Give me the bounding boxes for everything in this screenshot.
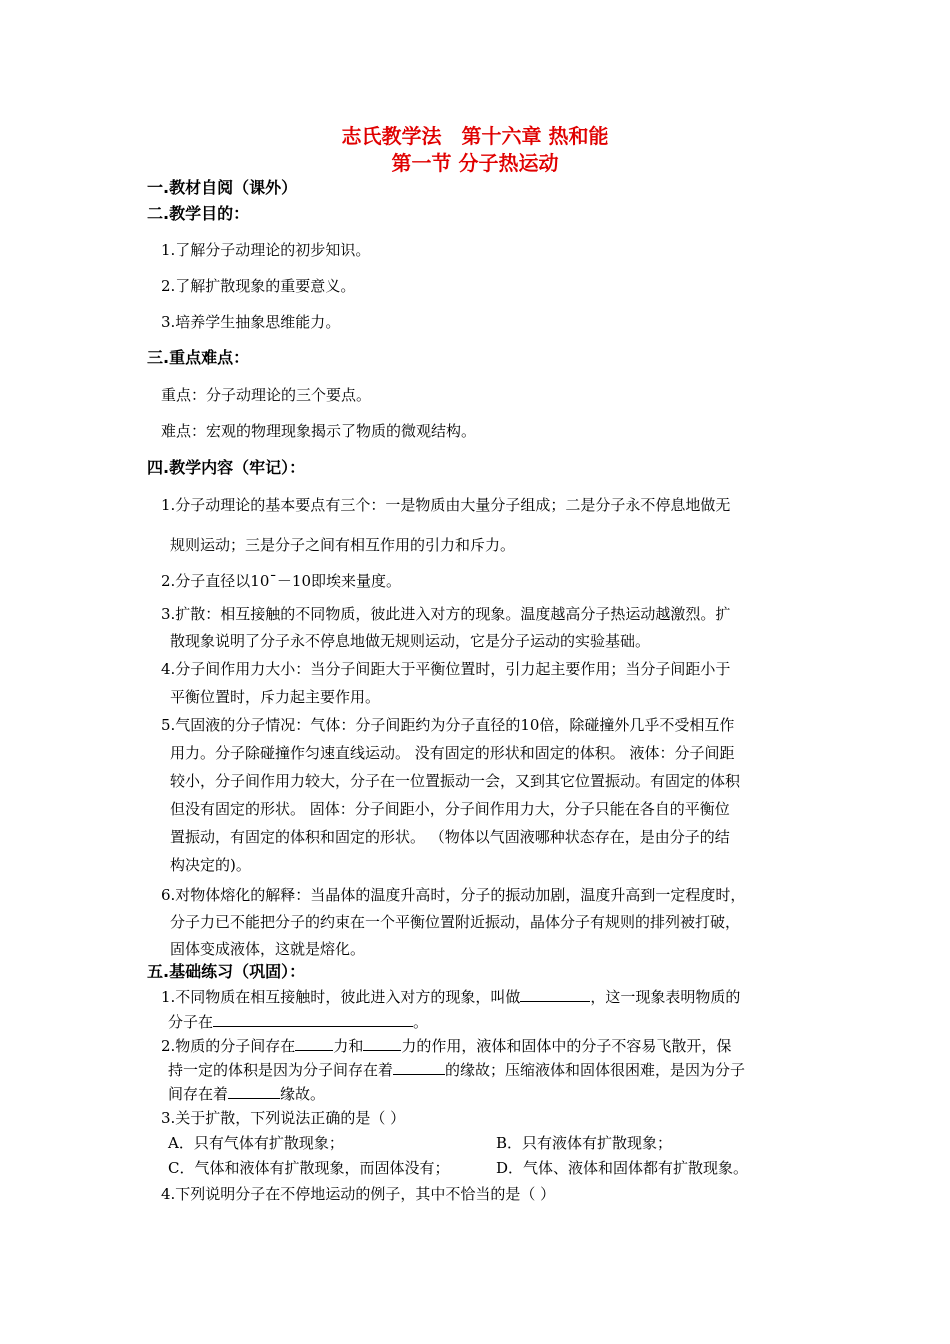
content-line: 平衡位置时，斥力起主要作用。	[170, 688, 381, 706]
answer-blank[interactable]	[295, 1034, 333, 1051]
section-heading-1: 一.教材自阅（课外）	[147, 178, 298, 197]
answer-blank[interactable]	[213, 1010, 413, 1027]
key-point: 重点：分子动理论的三个要点。	[161, 386, 372, 404]
answer-blank[interactable]	[228, 1082, 280, 1099]
content-line: 较小，分子间作用力较大，分子在一位置振动一会，又到其它位置振动。有固定的体积	[170, 772, 741, 790]
difficult-point: 难点：宏观的物理现象揭示了物质的微观结构。	[161, 422, 477, 440]
section-heading-5: 五.基础练习（巩固）：	[147, 962, 306, 981]
exercise-q1-line2: 分子在 。	[168, 1010, 428, 1033]
content-line: 5.气固液的分子情况：气体：分子间距约为分子直径的10倍，除碰撞外几乎不受相互作	[161, 716, 735, 734]
exercise-q3: 3.关于扩散，下列说法正确的是（ ）	[161, 1109, 406, 1127]
answer-blank[interactable]	[363, 1034, 401, 1051]
option-d: D．气体、液体和固体都有扩散现象。	[496, 1159, 749, 1177]
exercise-q4: 4.下列说明分子在不停地运动的例子，其中不恰当的是（ ）	[161, 1185, 556, 1203]
content-line: 构决定的)。	[170, 856, 251, 874]
document-title: 志氏教学法 第十六章 热和能	[341, 124, 609, 148]
content-line: 2.分子直径以10ˉ－10即埃来量度。	[161, 572, 401, 590]
exercise-q1-line1: 1.不同物质在相互接触时，彼此进入对方的现象，叫做 ，这一现象表明物质的	[161, 985, 740, 1008]
content-line: 分子力已不能把分子的约束在一个平衡位置附近振动，晶体分子有规则的排列被打破，	[170, 913, 741, 931]
content-line: 4.分子间作用力大小：当分子间距大于平衡位置时，引力起主要作用；当分子间距小于	[161, 660, 731, 678]
content-line: 3.扩散：相互接触的不同物质，彼此进入对方的现象。温度越高分子热运动越激烈。扩	[161, 605, 731, 623]
exercise-q2-line1: 2.物质的分子间存在 力和 力的作用，液体和固体中的分子不容易飞散开，保	[161, 1034, 731, 1057]
content-line: 散现象说明了分子永不停息地做无规则运动，它是分子运动的实验基础。	[170, 632, 651, 650]
document-subtitle: 第一节 分子热运动	[391, 151, 559, 175]
goal-item: 3.培养学生抽象思维能力。	[161, 313, 341, 331]
content-line: 6.对物体熔化的解释：当晶体的温度升高时，分子的振动加剧，温度升高到一定程度时，	[161, 886, 746, 904]
section-heading-3: 三.重点难点：	[147, 348, 250, 367]
option-c: C．气体和液体有扩散现象，而固体没有；	[168, 1159, 450, 1177]
content-line: 置振动，有固定的体积和固定的形状。 （物体以气固液哪种状态存在，是由分子的结	[170, 828, 730, 846]
goal-item: 1.了解分子动理论的初步知识。	[161, 241, 371, 259]
goal-item: 2.了解扩散现象的重要意义。	[161, 277, 356, 295]
answer-blank[interactable]	[520, 985, 590, 1002]
content-line: 但没有固定的形状。 固体：分子间距小，分子间作用力大，分子只能在各自的平衡位	[170, 800, 730, 818]
exercise-q2-line2: 持一定的体积是因为分子间存在着 的缘故；压缩液体和固体很困难，是因为分子	[168, 1058, 745, 1081]
answer-blank[interactable]	[393, 1058, 445, 1075]
option-b: B．只有液体有扩散现象；	[496, 1134, 673, 1152]
section-heading-4: 四.教学内容（牢记）：	[147, 458, 306, 477]
option-a: A．只有气体有扩散现象；	[168, 1134, 344, 1152]
content-line: 规则运动；三是分子之间有相互作用的引力和斥力。	[170, 536, 516, 554]
section-heading-2: 二.教学目的：	[147, 204, 250, 223]
exercise-q2-line3: 间存在着 缘故。	[168, 1082, 325, 1105]
content-line: 固体变成液体，这就是熔化。	[170, 940, 366, 958]
content-line: 1.分子动理论的基本要点有三个：一是物质由大量分子组成；二是分子永不停息地做无	[161, 496, 731, 514]
content-line: 用力。分子除碰撞作匀速直线运动。 没有固定的形状和固定的体积。 液体：分子间距	[170, 744, 735, 762]
